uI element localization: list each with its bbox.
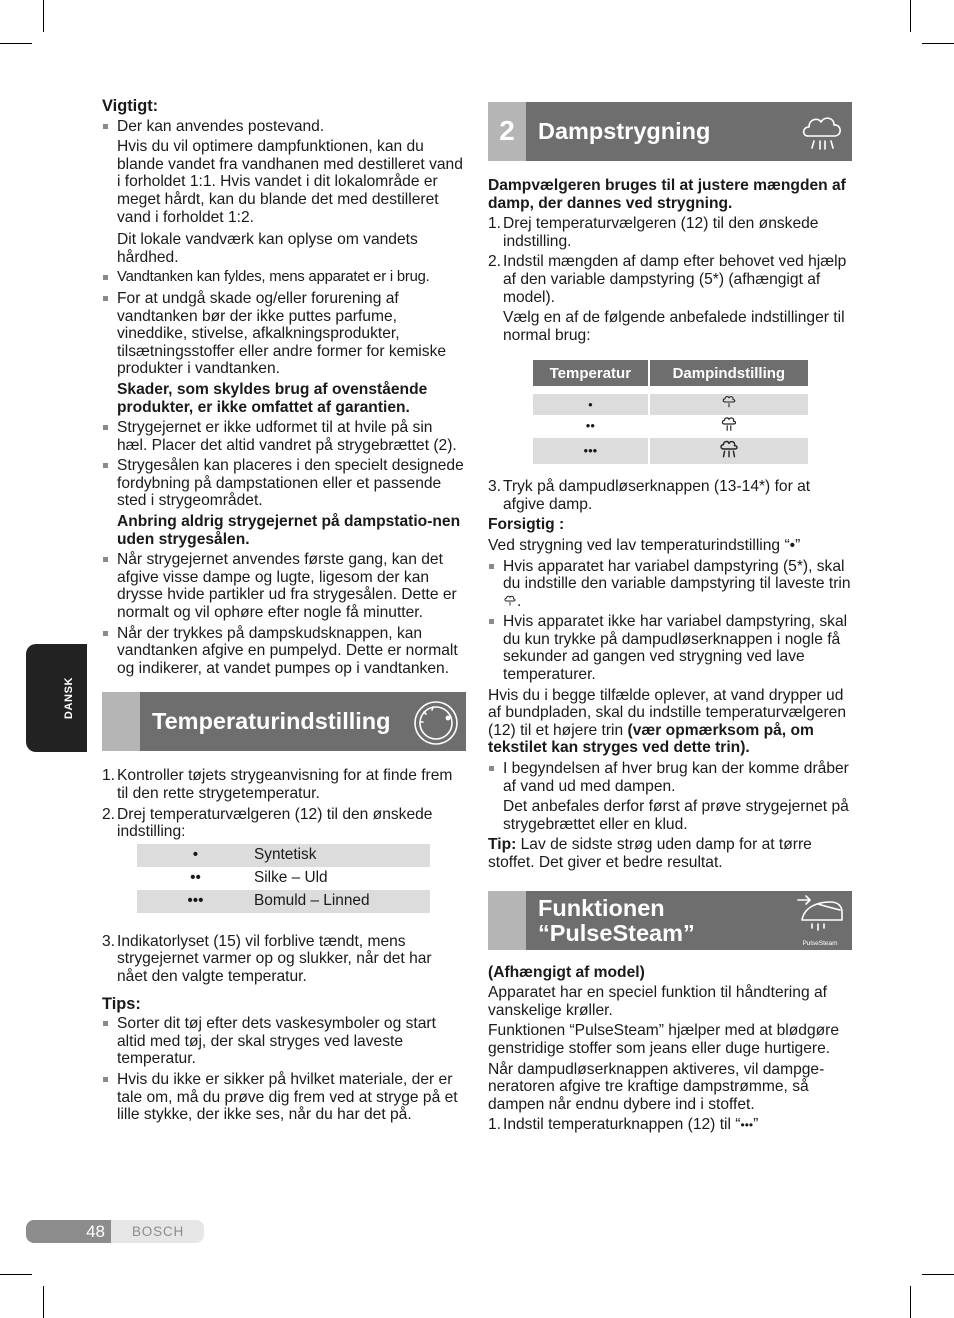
tips-list	[102, 1015, 466, 1124]
page-number: 48	[26, 1220, 111, 1243]
step-item	[488, 1116, 852, 1135]
table-row	[137, 867, 430, 890]
crop-mark	[910, 0, 911, 32]
brand-name: BOSCH	[111, 1220, 204, 1243]
caution-text-part: Ved strygning ved lav temperaturindstilling “	[488, 536, 790, 554]
temperature-section-banner	[102, 692, 466, 751]
pulsesteam-paragraph: Apparatet har en speciel funktion til håndtering af vanskelige krøller.	[488, 984, 827, 1019]
step-text	[503, 1116, 852, 1135]
banner-tab	[488, 891, 526, 950]
column-header-temperature: Temperatur	[533, 360, 649, 390]
table-row	[137, 844, 430, 867]
start-note-list	[488, 760, 852, 833]
list-text-part: .	[517, 592, 522, 610]
vigtigt-heading: Vigtigt:	[102, 97, 159, 115]
step-number: 1.	[488, 1116, 502, 1134]
vigtigt-list	[102, 118, 466, 678]
pulsesteam-paragraph: Når dampudløserknappen aktiveres, vil dampge-neratoren afgive tre kraftige dampstrømme, så dampen når endnu dybere ind i stoffet.	[488, 1060, 825, 1113]
paragraph-bold-text: (vær opmærksom på, om tekstilet kan stryges ved dette trin).	[488, 721, 814, 757]
banner-tab	[488, 102, 526, 161]
list-item	[102, 118, 466, 267]
steam-level-icon-low	[649, 390, 808, 415]
paragraph-text: Hvis du i begge tilfælde oplever, at vand drypper ud af bundpladen, skal du indstille temperaturvælgeren (12) til et højere trin	[488, 686, 847, 739]
step-text: Indstil mængden af damp efter behovet ved hjælp af den variable dampstyring (5*) (afhængigt af model).	[503, 253, 847, 306]
crop-mark	[43, 0, 44, 32]
steam-level-icon-low	[503, 594, 517, 608]
step-item	[102, 806, 466, 913]
temperature-dots: •	[533, 390, 649, 415]
crop-mark	[910, 1286, 911, 1318]
list-text: Dit lokale vandværk kan oplyse om vandets hårdhed.	[117, 231, 418, 266]
table-row	[533, 415, 808, 438]
language-tab	[26, 644, 87, 752]
steam-cloud-icon	[798, 108, 846, 156]
title-line: Funktionen	[538, 894, 665, 921]
list-item	[102, 1015, 466, 1068]
table-header-row	[533, 360, 808, 390]
list-item	[102, 290, 466, 416]
steam-level-icon-high	[649, 438, 808, 465]
right-column	[488, 102, 852, 1138]
list-item	[488, 558, 852, 611]
steam-intro: Dampvælgeren bruges til at justere mængden af damp, der dannes ved strygning.	[488, 177, 846, 212]
step-text-part: ”	[753, 1116, 759, 1134]
temperature-dots: •••	[533, 438, 649, 465]
warning-text: Skader, som skyldes brug af ovenstående produkter, er ikke omfattet af garantien.	[117, 380, 428, 416]
step-text: Tryk på dampudløserknappen (13-14*) for at afgive damp.	[503, 478, 811, 513]
step-item	[488, 478, 852, 513]
list-item	[102, 551, 466, 621]
crop-mark	[0, 43, 32, 44]
list-text: Der kan anvendes postevand.	[117, 117, 325, 135]
step-number: 1.	[488, 215, 502, 233]
title-line: “PulseSteam”	[538, 919, 695, 946]
tips-heading: Tips:	[102, 994, 141, 1013]
pulsesteam-icon-caption: PulseSteam	[802, 940, 838, 948]
step-number: 3.	[102, 932, 116, 950]
step-item	[102, 933, 466, 986]
step-text: Indikatorlyset (15) vil forblive tændt, mens strygejernet varmer op og slukker, når det har nået den valgte temperatur.	[117, 932, 432, 985]
language-tab-label: DANSK	[63, 676, 76, 720]
crop-mark	[43, 1286, 44, 1318]
step-text: Kontroller tøjets strygeanvisning for at finde frem til den rette strygetemperatur.	[117, 767, 453, 802]
tip-label: Tip:	[488, 836, 517, 854]
list-item	[488, 760, 852, 833]
model-note: (Afhængigt af model)	[488, 963, 645, 981]
table-row	[137, 890, 430, 913]
warning-text: Anbring aldrig strygejernet på dampstatio-nen uden strygesålen.	[117, 513, 461, 548]
column-header-steam: Dampindstilling	[649, 360, 808, 390]
crop-mark	[922, 1274, 954, 1275]
list-text	[503, 558, 852, 611]
temperature-dots: •••	[740, 1118, 754, 1133]
tip-paragraph	[488, 836, 852, 871]
list-text: Det anbefales derfor først af prøve strygejernet på strygebrættet eller en klud.	[503, 798, 849, 833]
caution-text-part: ”	[795, 536, 801, 554]
list-item	[102, 419, 466, 454]
crop-mark	[0, 1274, 32, 1275]
iron-icon	[794, 894, 846, 936]
temperature-dots: ••	[190, 869, 201, 887]
temperature-dots: ••	[585, 418, 595, 434]
list-item	[102, 625, 466, 678]
steam-section-banner	[488, 102, 852, 161]
page-footer	[26, 1220, 204, 1243]
temperature-section-title: Temperaturindstilling	[152, 708, 391, 735]
step-number: 2.	[488, 253, 502, 271]
pulsesteam-steps	[488, 1116, 852, 1135]
left-column	[102, 98, 466, 1127]
list-item	[102, 457, 466, 548]
list-text: Hvis du vil optimere dampfunktionen, kan du blande vandet fra vandhanen med destilleret vand i forholdet 1:1. Hvis vandet i dit lokalområde er meget hårdt, kan du blande det med destilleret vand i forholdet 1:2.	[117, 138, 463, 226]
fabric-label: Silke – Uld	[254, 869, 328, 887]
temperature-steps	[102, 767, 466, 985]
dripping-paragraph	[488, 687, 852, 757]
steam-level-icon-medium	[649, 415, 808, 438]
list-text: Hvis apparatet ikke har variabel dampstyring, skal du kun trykke på dampudløserknappen i nogle få sekunder ad gangen ved strygning ved lave temperaturer.	[503, 613, 848, 684]
list-item	[488, 613, 852, 683]
crop-mark	[922, 43, 954, 44]
temperature-table	[137, 844, 430, 913]
step-text-part: Indstil temperaturknappen (12) til “	[503, 1116, 741, 1134]
table-row	[533, 390, 808, 415]
list-item	[102, 269, 466, 287]
table-row	[533, 438, 808, 465]
list-text-part: Hvis apparatet har variabel dampstyring (5*), skal du indstille den variable dampstyring til laveste trin	[503, 557, 851, 593]
temperature-dial-icon	[412, 698, 460, 746]
pulsesteam-section-title	[538, 896, 695, 946]
step-text: Vælg en af de følgende anbefalede indstillinger til normal brug:	[503, 309, 845, 344]
banner-tab	[102, 692, 140, 751]
list-text: I begyndelsen af hver brug kan der komme dråber af vand ud med dampen.	[503, 760, 849, 795]
step-item	[488, 253, 852, 344]
caution-heading: Forsigtig :	[488, 516, 565, 534]
fabric-label: Syntetisk	[254, 844, 430, 867]
step-item	[102, 767, 466, 802]
temperature-dots: •••	[137, 890, 254, 913]
list-text: Hvis du ikke er sikker på hvilket materiale, der er tale om, må du prøve dig frem ved at stryge på et lille stykke, der ikke ses, når du har det på.	[117, 1070, 458, 1124]
step-item	[488, 215, 852, 250]
steam-section-title: Dampstrygning	[538, 118, 711, 144]
list-text: For at undgå skade og/eller forurening af vandtanken bør der ikke puttes parfume, vineddike, stivelse, afkalkningsprodukter, tilsætningsstoffer eller andre former for kemiske produkter i vandtanken.	[117, 289, 447, 378]
pulsesteam-paragraph: Funktionen “PulseSteam” hjælper med at blødgøre genstridige stoffer som jeans eller duge hurtigere.	[488, 1022, 840, 1057]
list-text: Når strygejernet anvendes første gang, kan det afgive visse dampe og lugte, ligesom der kan drysse hvide partikler ud fra strygesålen. Dette er normalt og vil ophøre efter nogle få minutter.	[117, 551, 457, 622]
step-text: Drej temperaturvælgeren (12) til den ønskede indstilling.	[503, 215, 819, 250]
pulsesteam-icon	[794, 894, 846, 947]
list-text: Strygesålen kan placeres i den specielt designede fordybning på dampstationen eller et passende sted i strygeområdet.	[117, 457, 464, 510]
caution-list	[488, 558, 852, 684]
step-number: 3.	[488, 478, 502, 496]
list-text: Strygejernet er ikke udformet til at hvile på sin hæl. Placer det altid vandret på strygebrættet (2).	[117, 419, 457, 454]
list-text: Vandtanken kan fyldes, mens apparatet er i brug.	[117, 269, 430, 286]
list-text: Når der trykkes på dampskudsknappen, kan vandtanken afgive en pumpelyd. Dette er normalt og indikerer, at vandet pumpes op i vandtanken.	[117, 624, 458, 677]
list-text: Sorter dit tøj efter dets vaskesymboler og start altid med tøj, der skal stryges ved laveste temperatur.	[117, 1015, 436, 1068]
list-item	[102, 1071, 466, 1124]
tip-text: Lav de sidste strøg uden damp for at tørre stoffet. Det giver et bedre resultat.	[488, 836, 812, 871]
caution-text	[488, 537, 852, 555]
step-text: Drej temperaturvælgeren (12) til den ønskede indstilling:	[117, 805, 433, 841]
steam-steps	[488, 215, 852, 344]
step-number: 1.	[102, 767, 116, 785]
steam-settings-table	[533, 360, 808, 464]
step-number: 2.	[102, 805, 116, 823]
pulsesteam-section-banner	[488, 891, 852, 950]
section-number: 2	[499, 115, 515, 146]
fabric-label: Bomuld – Linned	[254, 890, 430, 913]
steam-steps-continued	[488, 478, 852, 513]
temperature-dot: •	[789, 536, 796, 554]
temperature-dots: •	[137, 844, 254, 867]
